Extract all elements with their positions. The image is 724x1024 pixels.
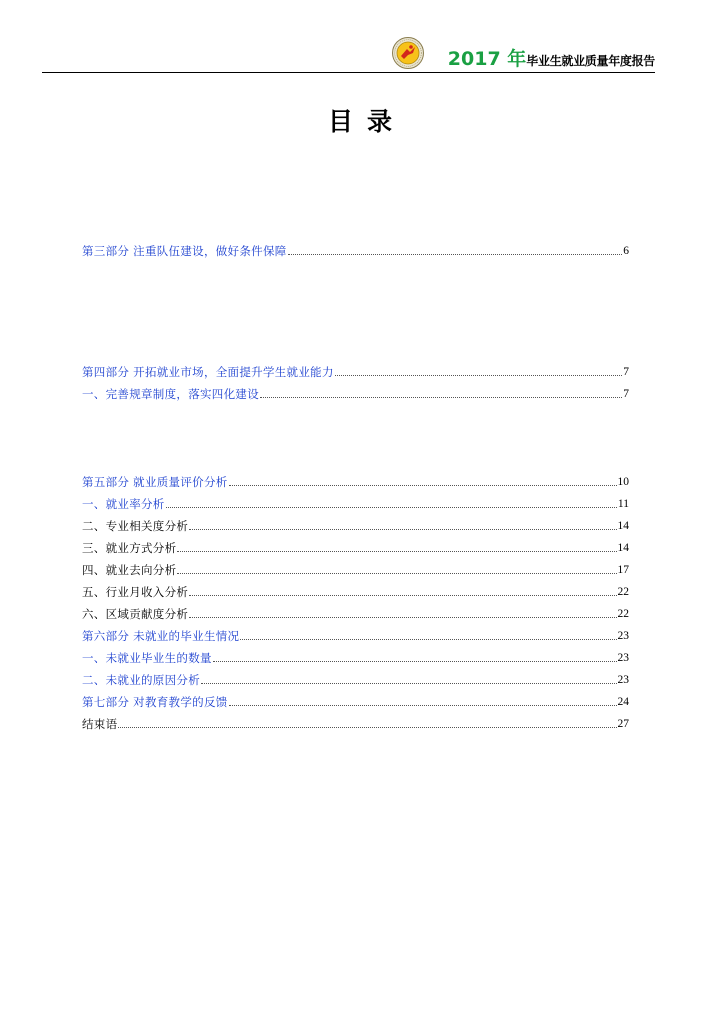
toc-dot-leader xyxy=(229,704,617,706)
toc-page-number: 14 xyxy=(617,520,629,532)
toc-entry[interactable] xyxy=(82,584,629,600)
toc-entry-title: 三、就业方式分析 xyxy=(82,541,177,555)
toc-entry-title: 第四部分 开拓就业市场，全面提升学生就业能力 xyxy=(82,365,334,379)
report-year: 2017 年 xyxy=(447,48,527,70)
toc-entry[interactable] xyxy=(82,606,629,622)
toc-page-number: 10 xyxy=(617,476,629,488)
toc-entry[interactable] xyxy=(82,364,629,380)
toc-dot-leader xyxy=(288,253,623,255)
toc-entry[interactable] xyxy=(82,694,629,710)
toc-entry-title: 一、未就业毕业生的数量 xyxy=(82,651,212,665)
toc-entry-title: 一、就业率分析 xyxy=(82,497,165,511)
report-title xyxy=(448,44,655,71)
toc-page-number: 17 xyxy=(617,564,629,576)
toc-page-number: 11 xyxy=(617,498,629,510)
toc-page-number: 24 xyxy=(617,696,629,708)
toc-entry-title: 第六部分 未就业的毕业生情况 xyxy=(82,629,240,643)
toc-entry-title: 第七部分 对教育教学的反馈 xyxy=(82,695,228,709)
page-header xyxy=(42,36,655,73)
toc-entry-title: 第五部分 就业质量评价分析 xyxy=(82,475,228,489)
toc-entry-title: 结束语 xyxy=(82,717,118,731)
toc-page-number: 7 xyxy=(623,388,629,400)
toc-dot-leader xyxy=(213,660,617,662)
toc-entry[interactable] xyxy=(82,562,629,578)
toc-entry[interactable] xyxy=(82,716,629,732)
toc-dot-leader xyxy=(201,682,617,684)
toc-page-number: 23 xyxy=(617,630,629,642)
toc-entry[interactable] xyxy=(82,628,629,644)
toc-entry-title: 第三部分 注重队伍建设，做好条件保障 xyxy=(82,244,287,258)
toc-dot-leader xyxy=(240,638,616,640)
page-title: 目录 xyxy=(327,107,406,136)
toc-entry-title: 二、专业相关度分析 xyxy=(82,519,189,533)
toc-dot-leader xyxy=(177,550,616,552)
toc-page-number: 14 xyxy=(617,542,629,554)
toc-dot-leader xyxy=(260,396,622,398)
toc-dot-leader xyxy=(118,726,616,728)
toc-dot-leader xyxy=(189,528,616,530)
toc-entry[interactable] xyxy=(82,518,629,534)
toc-page-number: 22 xyxy=(617,608,629,620)
toc-entry-title: 五、行业月收入分析 xyxy=(82,585,189,599)
toc-page-number: 23 xyxy=(617,674,629,686)
toc-entry[interactable] xyxy=(82,474,629,490)
toc-dot-leader xyxy=(335,374,622,376)
toc-dot-leader xyxy=(177,572,616,574)
toc-entry[interactable] xyxy=(82,386,629,402)
toc-page-number: 27 xyxy=(617,718,629,730)
toc-entry-title: 一、完善规章制度，落实四化建设 xyxy=(82,387,259,401)
toc-entry-title: 六、区域贡献度分析 xyxy=(82,607,189,621)
toc-page-number: 23 xyxy=(617,652,629,664)
report-title-text: 毕业生就业质量年度报告 xyxy=(526,54,655,68)
toc-dot-leader xyxy=(166,506,617,508)
toc-entry[interactable] xyxy=(82,650,629,666)
toc-page-number: 22 xyxy=(617,586,629,598)
toc-entry[interactable] xyxy=(82,243,629,259)
toc-entry[interactable] xyxy=(82,672,629,688)
school-emblem-icon xyxy=(392,37,424,69)
toc-entry[interactable] xyxy=(82,540,629,556)
toc-page-number: 7 xyxy=(623,366,629,378)
toc-page-number: 6 xyxy=(623,245,629,257)
toc-entry-title: 四、就业去向分析 xyxy=(82,563,177,577)
toc-entry[interactable] xyxy=(82,496,629,512)
toc-entry-title: 二、未就业的原因分析 xyxy=(82,673,200,687)
toc-dot-leader xyxy=(189,616,616,618)
toc-dot-leader xyxy=(229,484,617,486)
toc-dot-leader xyxy=(189,594,616,596)
